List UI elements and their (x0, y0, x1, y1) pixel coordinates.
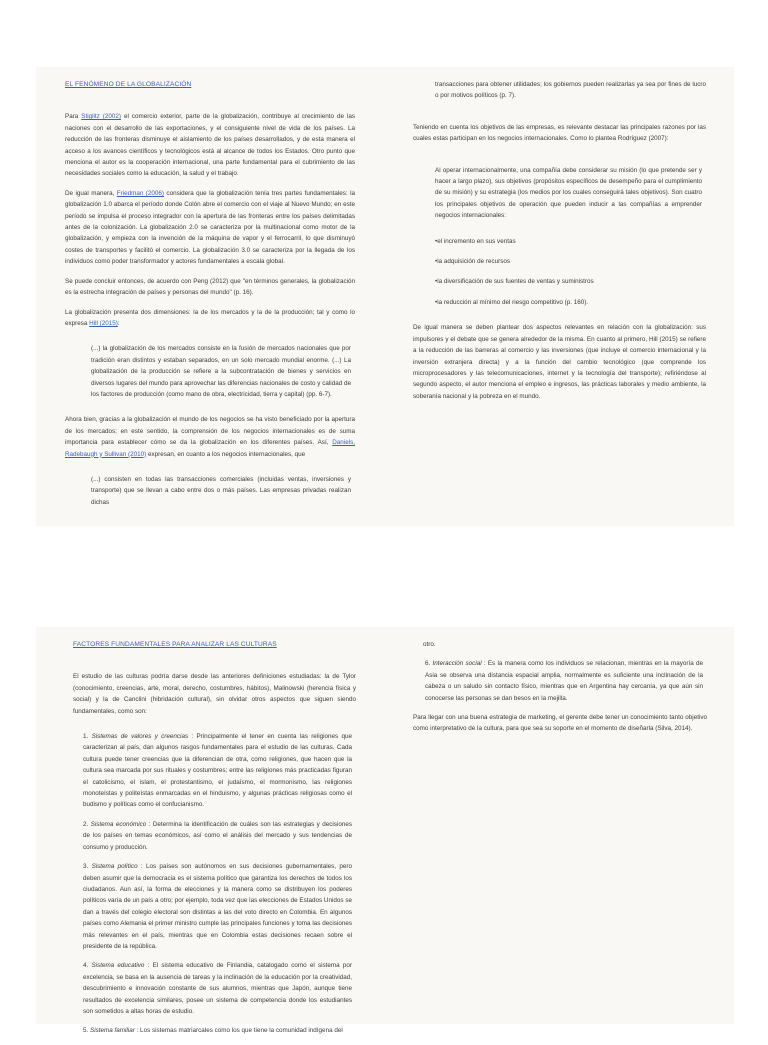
item-term: Sistema familiar (90, 1027, 135, 1035)
paragraph: Teniendo en cuenta los objetivos de las empresas, es relevante destacar las principales razones por las cuales estas participan en los negocios internacionales. Como lo plantea Rodríguez (2007): (413, 123, 706, 143)
list-item: •la adquisición de recursos (435, 258, 511, 266)
page1-right-column (413, 79, 706, 410)
page2-left-column (73, 639, 356, 1045)
citation-link-hill[interactable]: Hill (2015) (89, 319, 118, 327)
document-page-2 (36, 627, 734, 1035)
text: expresan, en cuanto a los negocios internacionales, que (146, 450, 306, 458)
item-term: Sistema económico (90, 820, 147, 828)
list-item (83, 1025, 352, 1036)
page2-right-column (413, 639, 707, 743)
item-text: : Los sistemas matriarcales como los que tiene la comunidad indígena del (134, 1027, 343, 1035)
item-term: Sistema político (91, 863, 138, 871)
item-text: : Principalmente el tener en cuenta las religiones que caracterizan al país, dan algunos rasgos fundamentales para el estudio de las culturas. Cada cultura puede tener creencias que la diferencian de otra, como religiones, que hacen que la cultura sea marcada por sus rituales y costumbres; entre las religiones más practicadas figuran el catolicismo, el islam, el protestantismo, el judaísmo, el mormonismo, las religiones monoteístas y politeístas enmarcadas en el hinduismo, y algunas prácticas religiosas como el budismo y políticas como el confucianismo. (83, 733, 352, 809)
item-term: Interacción social (432, 660, 482, 668)
quote-continuation: transacciones para obtener utilidades; los gobiernos pueden realizarlas ya sea por fines de lucro o por motivos políticos (p. 7). (435, 81, 706, 100)
list-item (425, 658, 703, 704)
paragraph: Se puede concluir entonces, de acuerdo con Peng (2012) que "en términos generales, la globalización es la estrecha integración de países y personas del mundo" (p. 16). (65, 277, 355, 297)
item-term: Sistema educativo (91, 962, 145, 970)
document-page-1 (36, 67, 734, 526)
item-text: : Determina la identificación de cuáles son las estrategias y decisiones de los países en temas económicos, así como el análisis del mercado y sus tendencias de consumo y producción. (83, 820, 352, 851)
text: De igual manera, (65, 189, 117, 197)
list-item: •la reducción al mínimo del riesgo competitivo (p. 160). (435, 298, 589, 306)
text: Ahora bien, gracias a la globalización el mundo de los negocios se ha visto beneficiado por la apertura de los mercados; en este sentido, la comprensión de los negocios internacionales es de suma importancia para establecer cómo se da la globalización en los diferentes países. Así, (65, 416, 355, 447)
block-quote: (...) consisten en todas las transacciones comerciales (incluidas ventas, inversiones y transporte) que se llevan a cabo entre dos o más países. Las empresas privadas realizan dichas (91, 475, 351, 506)
paragraph: Para llegar con una buena estrategia de marketing, el gerente debe tener un conocimiento tanto objetivo como interpretativo de la cultura, para que sea su soporte en el momento de diseñarla (Silva, 2014). (413, 714, 707, 733)
block-quote: Al operar internacionalmente, una compañía debe considerar su misión (lo que pretende ser y hacer a largo plazo), sus objetivos (propósitos específicos de desempeño para el cumplimiento de su misión) y su estrategia (los medios por los cuales conseguirá tales objetivos). Son cuatro los principales objetivos de operación que pueden inducir a las compañías a emprender negocios internacionales: (435, 166, 702, 220)
list-item: •el incremento en sus ventas (435, 237, 516, 245)
item-text: : Es la manera como los individuos se relacionan, mientras en la mayoría de Asia se observa una distancia espacial amplia, normalmente es suficiente una inclinación de la cabeza o un saludo sin contacto físico, mientras que en Argentina hay cercanía, ya que aún sin conocerse las personas se dan besos en la mejilla. (425, 660, 703, 702)
text: La globalización presenta dos dimensiones: la de los mercados y la de la producción; tal y como lo expresa (65, 308, 355, 327)
item-number: 2. (83, 820, 91, 828)
list-item (83, 960, 352, 1017)
paragraph: El estudio de las culturas podría darse desde las anteriores definiciones estudiadas: la de Tylor (conocimiento, creencias, arte, moral, derecho, costumbres, hábitos), Malinowski (herencia física y social) y la de Canclini (hibridación cultural), sin olvidar otros aspectos que siguen siendo fundamentales, como son: (73, 673, 356, 715)
item-text: : El sistema educativo de Finlandia, catalogado como el sistema por excelencia, se basa en la ausencia de tareas y la inclinación de la educación por la creatividad, descubrimiento e innovación constante de sus alumnos, mientras que Japón, aunque tiene resultados de excelencia similares, posee un sistema de competencia donde los estudiantes son sometidos a altas horas de estudio. (83, 962, 352, 1015)
item-number: 3. (83, 863, 92, 871)
item-number: 1. (83, 733, 92, 741)
citation-link-stiglitz[interactable]: Stiglitz (2002) (81, 113, 121, 121)
text: considera que la globalización tenía tres partes fundamentales: la globalización 1.0 abarca el período donde Colón abre el comercio con el viaje al Nuevo Mundo; en este período se impulsa el proceso integrador con la apertura de las fronteras entre los países delimitadas antes de la colonización. La globalización 2.0 se caracteriza por la multinacional como motor de la globalización, y empieza con la invención de la máquina de vapor y el ferrocarril, lo que disminuyó costes de transportes y facilitó el comercio. La globalización 3.0 se caracteriza por la llegada de los individuos como poder transformador y actores fundamentales a escala global. (65, 189, 355, 266)
item-number: 6. (425, 660, 433, 668)
paragraph: De igual manera se deben plantear dos aspectos relevantes en relación con la globalización: sus impulsores y el debate que se genera alrededor de la misma. En cuanto al primero, Hill (2015) se refiere a la reducción de las barreras al comercio y las inversiones (que incluye el comercio internacional y la inversión extranjera directa) y a la función del cambio tecnológico (que comprende los microprocesadores y las telecomunicaciones, internet y la tecnología del transporte); refiriéndose al segundo aspecto, el autor menciona el empleo e ingresos, las prácticas laborales y medio ambiente, la soberanía nacional y la pobreza en el mundo. (413, 324, 706, 400)
list-item (83, 861, 352, 952)
list-item (83, 731, 352, 811)
paragraph (65, 307, 355, 330)
list-item: •la diversificación de sus fuentes de ventas y suministros (435, 278, 594, 286)
section-title-factores[interactable]: FACTORES FUNDAMENTALES PARA ANALIZAR LAS CULTURAS (73, 641, 277, 648)
objectives-list (435, 236, 706, 309)
text: Para (65, 113, 82, 121)
item-number: 4. (83, 962, 92, 970)
block-quote: (...) la globalización de los mercados consiste en la fusión de mercados nacionales que por tradición eran distintos y estaban separados, en un solo mercado mundial enorme. (...) La globalización de la producción se refiere a la subcontratación de bienes y servicios en diversos lugares del mundo para aprovechar las diferencias nacionales de costo y calidad de los factores de producción (como mano de obra, electricidad, tierra y capital) (pp. 6-7). (91, 345, 351, 398)
section-title-globalizacion[interactable]: EL FENÓMENO DE LA GLOBALIZACIÓN (65, 81, 192, 88)
citation-link-daniels[interactable]: Daniels, Radebaugh y Sullivan (2010) (65, 439, 355, 458)
citation-link-friedman[interactable]: Friedman (2006) (116, 189, 164, 197)
text: : (117, 319, 120, 327)
item-text: : Los países son autónomos en sus decisiones gubernamentales, pero deben asumir que la democracia es el sistema político que garantiza los derechos de todos los ciudadanos. Aun así, la forma de elecciones y la manera como se distribuyen los poderes políticos varía de un país a otro; por ejemplo, toda vez que las elecciones de Estados Unidos se dan a través del colegio electoral son distintas a las del voto directo en Colombia. En algunos países como Alemania el primer ministro cumple las principales funciones y toma las decisiones más relevantes en el país, mientras que en Colombia estas decisiones recaen sobre el presidente de la república. (83, 863, 352, 950)
text: el comercio exterior, parte de la globalización, contribuye al crecimiento de las naciones con el desarrollo de las exportaciones, y el consiguiente nivel de vida de los países. La reducción de las fronteras disminuye el aislamiento de los países desarrollados, y de esta manera el acceso a los avances científicos y tecnológicos está al alcance de todos los Estados. Otro punto que menciona el autor es la cooperación internacional, una parte fundamental para el cubrimiento de las necesidades sociales como la educación, la salud y el trabajo. (65, 113, 355, 178)
list-item (83, 819, 352, 853)
item-number: 5. (83, 1027, 91, 1035)
paragraph (65, 111, 355, 179)
item-term: Sistemas de valores y creencias (91, 733, 189, 741)
paragraph (65, 188, 355, 268)
page1-left-column (65, 79, 355, 522)
item-continuation: otro. (423, 641, 436, 648)
paragraph (65, 414, 355, 460)
